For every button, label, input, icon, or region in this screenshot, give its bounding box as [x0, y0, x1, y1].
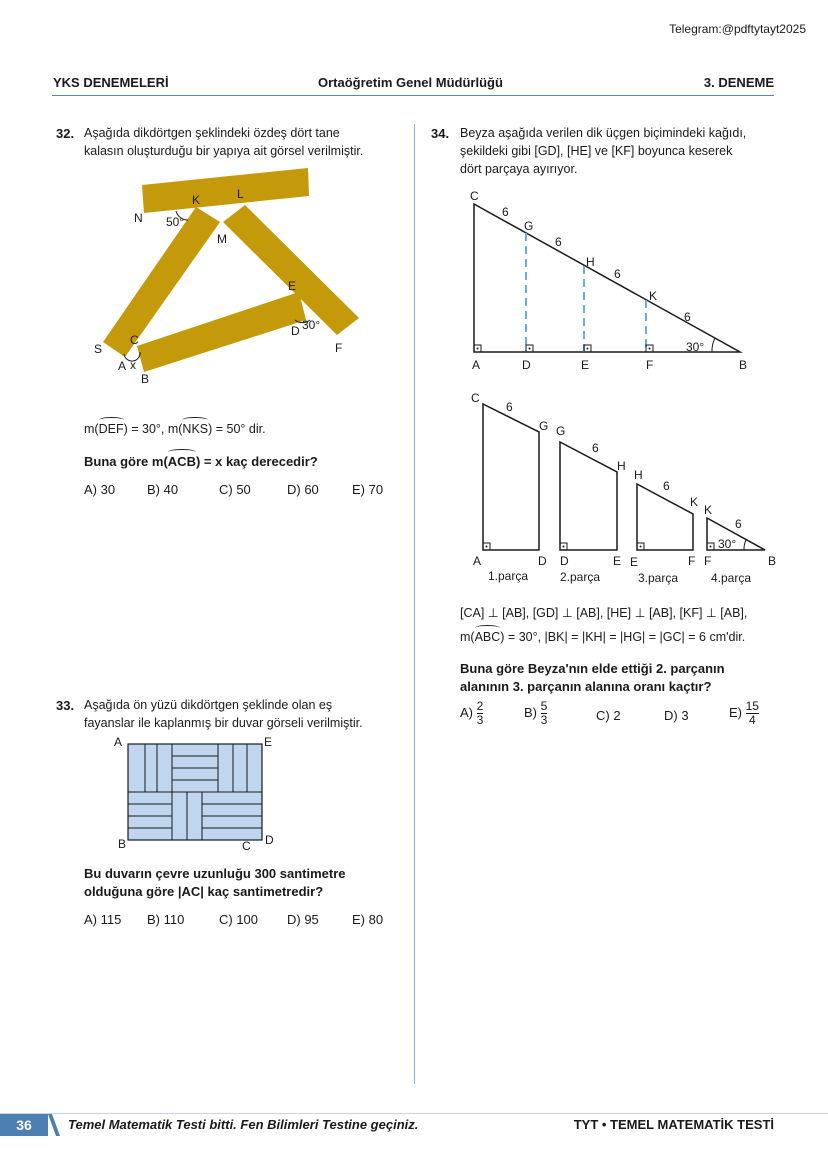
q33-option-c[interactable]: C) 100: [219, 912, 259, 927]
tri-six-3: 6: [614, 267, 621, 281]
q32-number: 32.: [56, 126, 75, 141]
q33-question-1: Bu duvarın çevre uzunluğu 300 santimetre: [84, 866, 346, 881]
q34-option-e[interactable]: E) $\frac{15}{4}$: [729, 699, 759, 727]
column-divider: [414, 124, 415, 1084]
page-number: 36: [0, 1114, 48, 1136]
arc-def: DEF: [98, 422, 124, 436]
p4-label-F: F: [704, 554, 712, 568]
label-30: 30°: [302, 318, 321, 332]
q32-option-d[interactable]: D) 60: [287, 482, 319, 497]
label-50: 50°: [166, 215, 185, 229]
tri-label-G: G: [524, 219, 534, 233]
tri-label-E: E: [581, 358, 590, 372]
q33-wall-figure: [112, 732, 282, 852]
p1-label-D: D: [538, 554, 547, 568]
p3-label-K: K: [690, 495, 699, 509]
q32-given: m(DEF) = 30°, m(NKS) = 50° dir.: [84, 422, 266, 436]
tri-label-B: B: [739, 358, 748, 372]
wall-label-E: E: [264, 735, 273, 749]
q34-given-2: m(ABC) = 30°, |BK| = |KH| = |HG| = |GC| = 6 cm'dir.: [460, 630, 746, 644]
label-x: x: [130, 358, 136, 372]
q33-option-a[interactable]: A) 115: [84, 912, 122, 927]
label-D: D: [291, 324, 300, 338]
header-divider: [52, 95, 774, 96]
p3-label-H: H: [634, 468, 643, 482]
arc-nks: NKS: [182, 422, 209, 436]
p3-six: 6: [663, 479, 670, 493]
q34-option-d[interactable]: D) 3: [664, 708, 689, 723]
q33-question-2: olduğuna göre |AC| kaç santimetredir?: [84, 884, 324, 899]
tri-six-2: 6: [555, 235, 562, 249]
p2-label-G: G: [556, 424, 566, 438]
label-M: M: [217, 232, 227, 246]
q33-text-1: Aşağıda ön yüzü dikdörtgen şeklinde olan eş: [84, 698, 333, 712]
q33-option-b[interactable]: B) 110: [147, 912, 185, 927]
label-A: A: [118, 359, 127, 373]
q33-text-2: fayanslar ile kaplanmış bir duvar görseli verilmiştir.: [84, 716, 363, 730]
p4-label-B: B: [768, 554, 777, 568]
p1-label-C: C: [471, 391, 480, 405]
q32-question: Buna göre m(ACB) = x kaç derecedir?: [84, 454, 318, 469]
p1-six: 6: [506, 400, 513, 414]
p3-label-E: E: [630, 555, 639, 569]
q34-given-1: [CA] ⊥ [AB], [GD] ⊥ [AB], [HE] ⊥ [AB], [KF] ⊥ [AB],: [460, 606, 748, 620]
footer-divider: [0, 1113, 828, 1114]
label-F: F: [335, 341, 343, 355]
label-L: L: [237, 187, 244, 201]
tri-label-D: D: [522, 358, 531, 372]
label-E: E: [288, 279, 297, 293]
q32-option-b[interactable]: B) 40: [147, 482, 179, 497]
q32-text-1: Aşağıda dikdörtgen şeklindeki özdeş dört tane: [84, 126, 340, 140]
p1-label-A: A: [473, 554, 482, 568]
tri-label-A: A: [472, 358, 481, 372]
tri-label-H: H: [586, 255, 595, 269]
q32-figure: [80, 160, 380, 390]
piece-3-caption: 3.parça: [638, 571, 679, 585]
q34-pieces-figure: [460, 388, 790, 588]
wall-label-D: D: [265, 833, 274, 847]
p4-label-K: K: [704, 503, 713, 517]
piece-2-caption: 2.parça: [560, 570, 601, 584]
piece-1-caption: 1.parça: [488, 569, 529, 583]
plank-bottom: [137, 292, 306, 372]
tri-label-F: F: [646, 358, 654, 372]
wall-label-A: A: [114, 735, 123, 749]
q34-question-1: Buna göre Beyza'nın elde ettiği 2. parçanın: [460, 661, 725, 676]
footer-test-name: TYT • TEMEL MATEMATİK TESTİ: [573, 1117, 774, 1132]
q33-option-e[interactable]: E) 80: [352, 912, 384, 927]
q32-option-c[interactable]: C) 50: [219, 482, 251, 497]
wall-label-C: C: [242, 839, 251, 852]
p1-label-G: G: [539, 419, 549, 433]
q34-triangle-figure: [460, 182, 790, 382]
p2-label-H: H: [617, 459, 626, 473]
tri-angle-30: 30°: [686, 340, 705, 354]
piece-2: [560, 442, 617, 550]
p2-label-E: E: [613, 554, 622, 568]
q34-text-1: Beyza aşağıda verilen dik üçgen biçimindeki kağıdı,: [460, 126, 747, 140]
q32-option-e[interactable]: E) 70: [352, 482, 384, 497]
footer-slash-decoration: [48, 1114, 62, 1136]
p4-angle-30: 30°: [718, 537, 737, 551]
header-right: 3. DENEME: [703, 75, 774, 90]
label-K: K: [192, 193, 201, 207]
p2-six: 6: [592, 441, 599, 455]
q34-option-a[interactable]: A) $\frac{2}{3}$: [460, 699, 484, 727]
piece-4-caption: 4.parça: [711, 571, 752, 585]
q34-option-c[interactable]: C) 2: [596, 708, 621, 723]
q33-option-d[interactable]: D) 95: [287, 912, 319, 927]
tri-six-1: 6: [502, 205, 509, 219]
q34-text-3: dört parçaya ayırıyor.: [460, 162, 578, 176]
telegram-note: Telegram:@pdftytayt2025: [669, 22, 806, 36]
tri-label-C: C: [470, 189, 479, 203]
q33-number: 33.: [56, 698, 75, 713]
q32-text-2: kalasın oluşturduğu bir yapıya ait görsel verilmiştir.: [84, 144, 364, 158]
label-S: S: [94, 342, 103, 356]
q32-option-a[interactable]: A) 30: [84, 482, 116, 497]
q34-text-2: şekildeki gibi [GD], [HE] ve [KF] boyunca keserek: [460, 144, 733, 158]
label-C: C: [130, 333, 139, 347]
p4-six: 6: [735, 517, 742, 531]
footer-note: Temel Matematik Testi bitti. Fen Bilimleri Testine geçiniz.: [68, 1117, 419, 1132]
piece-1: [483, 404, 539, 550]
label-B: B: [141, 372, 150, 386]
tri-six-4: 6: [684, 310, 691, 324]
header-left: YKS DENEMELERİ: [53, 75, 169, 90]
q34-number: 34.: [431, 126, 450, 141]
header-center: Ortaöğretim Genel Müdürlüğü: [318, 75, 503, 90]
wall-label-B: B: [118, 837, 127, 851]
tri-label-K: K: [649, 289, 658, 303]
q34-question-2: alanının 3. parçanın alanına oranı kaçtır?: [460, 679, 712, 694]
plank-top: [142, 168, 309, 213]
label-N: N: [134, 211, 143, 225]
p3-label-F: F: [688, 554, 696, 568]
piece-3: [637, 484, 693, 550]
q34-option-b[interactable]: B) $\frac{5}{3}$: [524, 699, 548, 727]
p2-label-D: D: [560, 554, 569, 568]
